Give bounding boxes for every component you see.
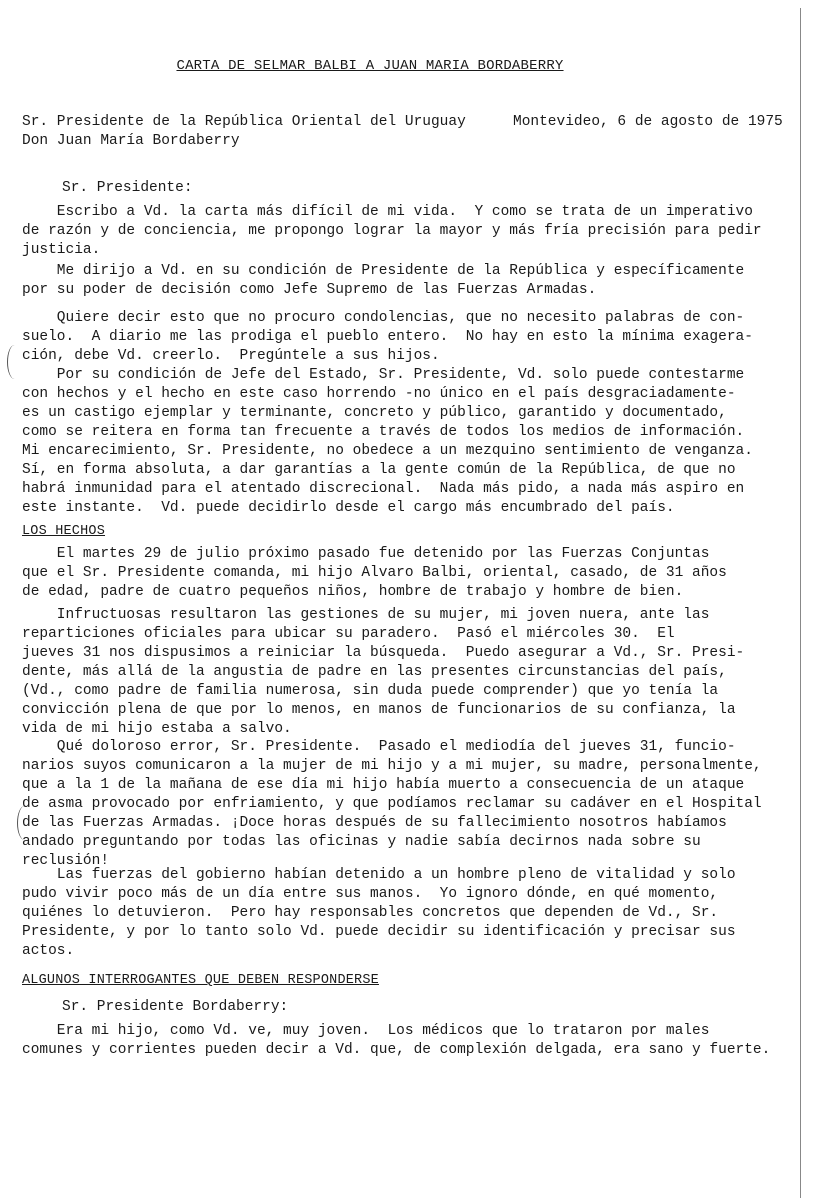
text-line: ción, debe Vd. creerlo. Pregúntele a sus hijos. (22, 348, 440, 364)
letter-title: CARTA DE SELMAR BALBI A JUAN MARIA BORDABERRY (176, 58, 564, 74)
text-line: Qué doloroso error, Sr. Presidente. Pasado el mediodía del jueves 31, funcio- (22, 739, 736, 755)
salutation-2: Sr. Presidente Bordaberry: (62, 999, 289, 1015)
text-line: justicia. (22, 242, 101, 258)
text-line: actos. (22, 943, 75, 959)
text-line: (Vd., como padre de familia numerosa, sin duda puede comprender) que yo tenía la (22, 683, 719, 699)
recipient-line-1: Sr. Presidente de la República Oriental del Uruguay (22, 114, 466, 130)
text-line: habrá inmunidad para el atentado discrecional. Nada más pido, a nada más aspiro en (22, 481, 745, 497)
text-line: Las fuerzas del gobierno habían detenido a un hombre pleno de vitalidad y solo (22, 867, 736, 883)
text-line: que el Sr. Presidente comanda, mi hijo Alvaro Balbi, oriental, casado, de 31 años (22, 565, 727, 581)
text-line: vida de mi hijo estaba a salvo. (22, 721, 292, 737)
text-line: de asma provocado por enfriamiento, y que podíamos reclamar su cadáver en el Hospital (22, 796, 762, 812)
section-heading-hechos: LOS HECHOS (22, 524, 106, 539)
text-line: de edad, padre de cuatro pequeños niños, hombre de trabajo y hombre de bien. (22, 584, 684, 600)
text-line: de razón y de conciencia, me propongo lograr la mayor y más fría precisión para pedir (22, 223, 762, 239)
text-line: es un castigo ejemplar y terminante, concreto y público, garantido y documentado, (22, 405, 727, 421)
paragraph (22, 366, 762, 518)
text-line: comunes y corrientes pueden decir a Vd. que, de complexión delgada, era sano y fuerte. (22, 1042, 771, 1058)
text-line: pudo vivir poco más de un día entre sus manos. Yo ignoro dónde, en qué momento, (22, 886, 719, 902)
text-line: como se reitera en forma tan frecuente a través de todos los medios de información. (22, 424, 745, 440)
text-line: Presidente, y por lo tanto solo Vd. puede decidir su identificación y precisar sus (22, 924, 736, 940)
text-line: dente, más allá de la angustia de padre en las presentes circunstancias del país, (22, 664, 727, 680)
text-line: por su poder de decisión como Jefe Supremo de las Fuerzas Armadas. (22, 282, 597, 298)
paragraph (22, 866, 762, 961)
text-line: Infructuosas resultaron las gestiones de su mujer, mi joven nuera, ante las (22, 607, 710, 623)
recipient-line-2: Don Juan María Bordaberry (22, 133, 240, 149)
paragraph (22, 262, 762, 300)
text-line: Por su condición de Jefe del Estado, Sr. Presidente, Vd. solo puede contestarme (22, 367, 745, 383)
page-edge-line (800, 8, 801, 1198)
text-line: Escribo a Vd. la carta más difícil de mi vida. Y como se trata de un imperativo (22, 204, 753, 220)
text-line: Me dirijo a Vd. en su condición de Presidente de la República y específicamente (22, 263, 745, 279)
paragraph (22, 1022, 771, 1060)
letter-date: Montevideo, 6 de agosto de 1975 (513, 114, 783, 130)
text-line: que a la 1 de la mañana de ese día mi hijo había muerto a consecuencia de un ataque (22, 777, 745, 793)
text-line: narios suyos comunicaron a la mujer de mi hijo y a mi mujer, su madre, personalmente, (22, 758, 762, 774)
text-line: con hechos y el hecho en este caso horrendo -no único en el país desgraciadamente- (22, 386, 736, 402)
text-line: Mi encarecimiento, Sr. Presidente, no obedece a un mezquino sentimiento de venganza. (22, 443, 753, 459)
text-line: El martes 29 de julio próximo pasado fue detenido por las Fuerzas Conjuntas (22, 546, 710, 562)
text-line: reclusión! (22, 853, 110, 869)
margin-bracket-mark (17, 806, 32, 840)
paragraph (22, 203, 762, 260)
text-line: Era mi hijo, como Vd. ve, muy joven. Los médicos que lo trataron por males (22, 1023, 710, 1039)
paragraph (22, 606, 762, 739)
paragraph (22, 545, 762, 602)
text-line: este instante. Vd. puede decidirlo desde el cargo más encumbrado del país. (22, 500, 675, 516)
text-line: quiénes lo detuvieron. Pero hay responsables concretos que dependen de Vd., Sr. (22, 905, 719, 921)
section-heading-interrogantes: ALGUNOS INTERROGANTES QUE DEBEN RESPONDERSE (22, 973, 379, 988)
recipient-block (22, 113, 466, 151)
text-line: reparticiones oficiales para ubicar su paradero. Pasó el miércoles 30. El (22, 626, 675, 642)
text-line: Sí, en forma absoluta, a dar garantías a la gente común de la República, de que no (22, 462, 736, 478)
salutation: Sr. Presidente: (62, 180, 193, 196)
text-line: jueves 31 nos dispusimos a reiniciar la búsqueda. Puedo asegurar a Vd., Sr. Presi- (22, 645, 745, 661)
paragraph (22, 309, 762, 366)
text-line: andado preguntando por todas las oficinas y nadie sabía decirnos nada sobre su (22, 834, 701, 850)
paragraph (22, 738, 762, 871)
text-line: Quiere decir esto que no procuro condolencias, que no necesito palabras de con- (22, 310, 745, 326)
text-line: suelo. A diario me las prodiga el pueblo entero. No hay en esto la mínima exagera- (22, 329, 753, 345)
margin-bracket-mark (7, 345, 22, 379)
text-line: convicción plena de que por lo menos, en manos de funcionarios de su confianza, la (22, 702, 736, 718)
text-line: de las Fuerzas Armadas. ¡Doce horas después de su fallecimiento nosotros habíamos (22, 815, 727, 831)
